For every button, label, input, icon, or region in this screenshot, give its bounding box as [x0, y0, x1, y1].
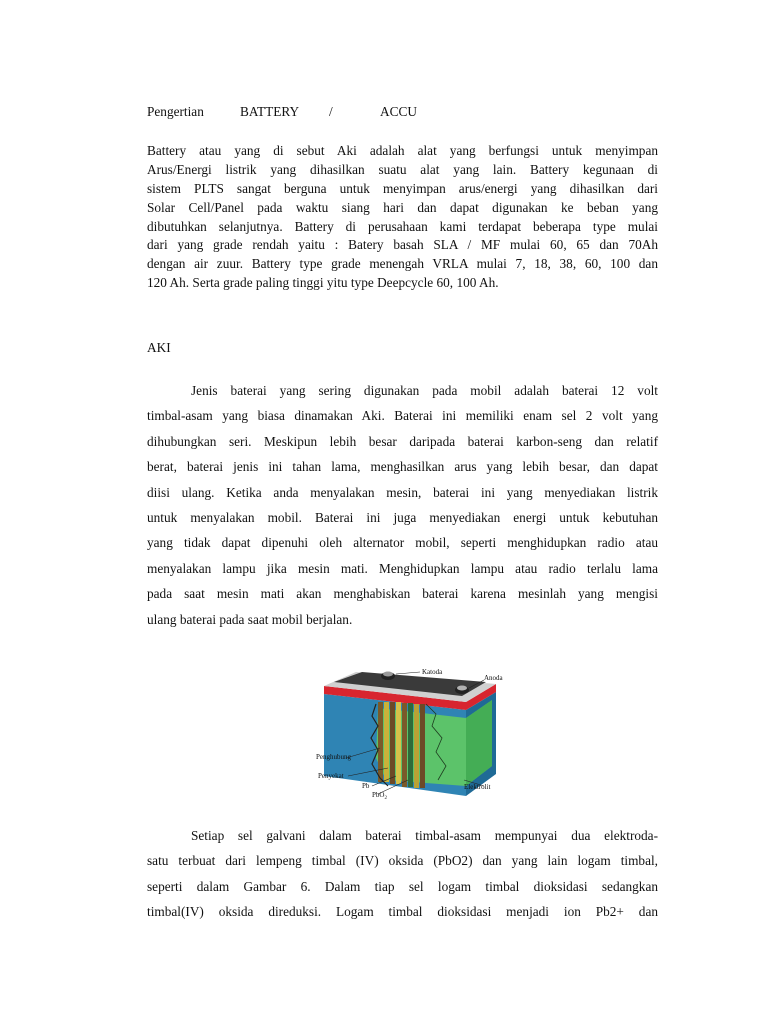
intro-line: Battery atau yang di sebut Aki adalah alat yang berfungsi untuk menyimpan [147, 143, 658, 158]
label-penyekat: Penyekat [318, 772, 344, 780]
heading-word-pengertian: Pengertian [147, 104, 204, 119]
aki-line: Jenis baterai yang sering digunakan pada mobil adalah baterai 12 volt [191, 383, 658, 398]
galvani-line: satu terbuat dari lempeng timbal (IV) oksida (PbO2) dan yang lain logam timbal, [147, 853, 658, 869]
aki-line: diisi ulang. Ketika anda menyalakan mesin, baterai ini yang menyediakan listrik [147, 484, 658, 500]
aki-line: berat, baterai jenis ini tahan lama, menghasilkan arus yang lebih besar, dan dapat [147, 459, 658, 475]
label-pbo2-subscript: 2 [384, 796, 387, 801]
battery-illustration [316, 668, 520, 804]
intro-line: 120 Ah. Serta grade paling tinggi yitu type Deepcycle 60, 100 Ah. [147, 275, 499, 291]
intro-line: dari yang grade rendah yaitu : Batery basah SLA / MF mulai 60, 65 dan 70Ah [147, 237, 658, 253]
heading-word-battery: BATTERY [240, 104, 300, 119]
intro-line: Arus/Energi listrik yang dihasilkan suatu alat yang lain. Battery kegunaan di [147, 161, 658, 177]
section-title-aki: AKI [147, 340, 171, 355]
battery-cutaway-figure [316, 668, 520, 804]
intro-line: dibutuhkan selanjutnya. Battery di perusahaan kami terdapat beberapa type mulai [147, 218, 658, 234]
label-penghubung: Penghubung [316, 753, 351, 761]
intro-paragraph [147, 142, 658, 293]
label-elektrolit: Elektrolit [464, 783, 491, 791]
aki-paragraph [147, 378, 658, 632]
label-katoda: Katoda [422, 668, 443, 676]
heading-slash: / [329, 104, 333, 119]
galvani-line: timbal(IV) oksida direduksi. Logam timbal dioksidasi menjadi ion Pb2+ dan [147, 904, 658, 920]
label-pbo2 [372, 791, 387, 801]
galvani-line: Setiap sel galvani dalam baterai timbal-asam mempunyai dua elektroda- [191, 828, 658, 843]
aki-line: dihubungkan seri. Meskipun lebih besar daripada baterai karbon-seng dan relatif [147, 433, 658, 449]
aki-line: yang tidak dapat dipenuhi oleh alternator mobil, seperti menghidupkan radio atau [147, 535, 658, 551]
heading-word-accu: ACCU [380, 104, 417, 119]
label-anoda: Anoda [484, 674, 503, 682]
aki-line: ulang baterai pada saat mobil berjalan. [147, 611, 353, 627]
intro-line: dengan air zuur. Battery type grade menengah VRLA mulai 7, 18, 38, 60, 100 dan [147, 256, 658, 272]
galvani-paragraph [147, 823, 658, 925]
aki-line: menyalakan lampu jika mesin mati. Menghidupkan lampu atau radio terlalu lama [147, 560, 658, 576]
label-pbo2-text: PbO [372, 791, 385, 799]
aki-line: pada saat mesin mati akan menghabiskan baterai karena mesinlah yang mengisi [147, 586, 658, 602]
intro-line: Solar Cell/Panel pada waktu siang hari dan dapat digunakan ke beban yang [147, 199, 658, 215]
intro-line: sistem PLTS sangat berguna untuk menyimpan arus/energi yang dihasilkan dari [147, 180, 658, 196]
aki-line: untuk menyalakan mobil. Baterai ini juga menyediakan energi untuk kebutuhan [147, 509, 658, 525]
galvani-line: seperti dalam Gambar 6. Dalam tiap sel logam timbal dioksidasi sedangkan [147, 878, 658, 894]
label-pb: Pb [362, 782, 370, 790]
aki-line: timbal-asam yang biasa dinamakan Aki. Baterai ini memiliki enam sel 2 volt yang [147, 408, 658, 424]
